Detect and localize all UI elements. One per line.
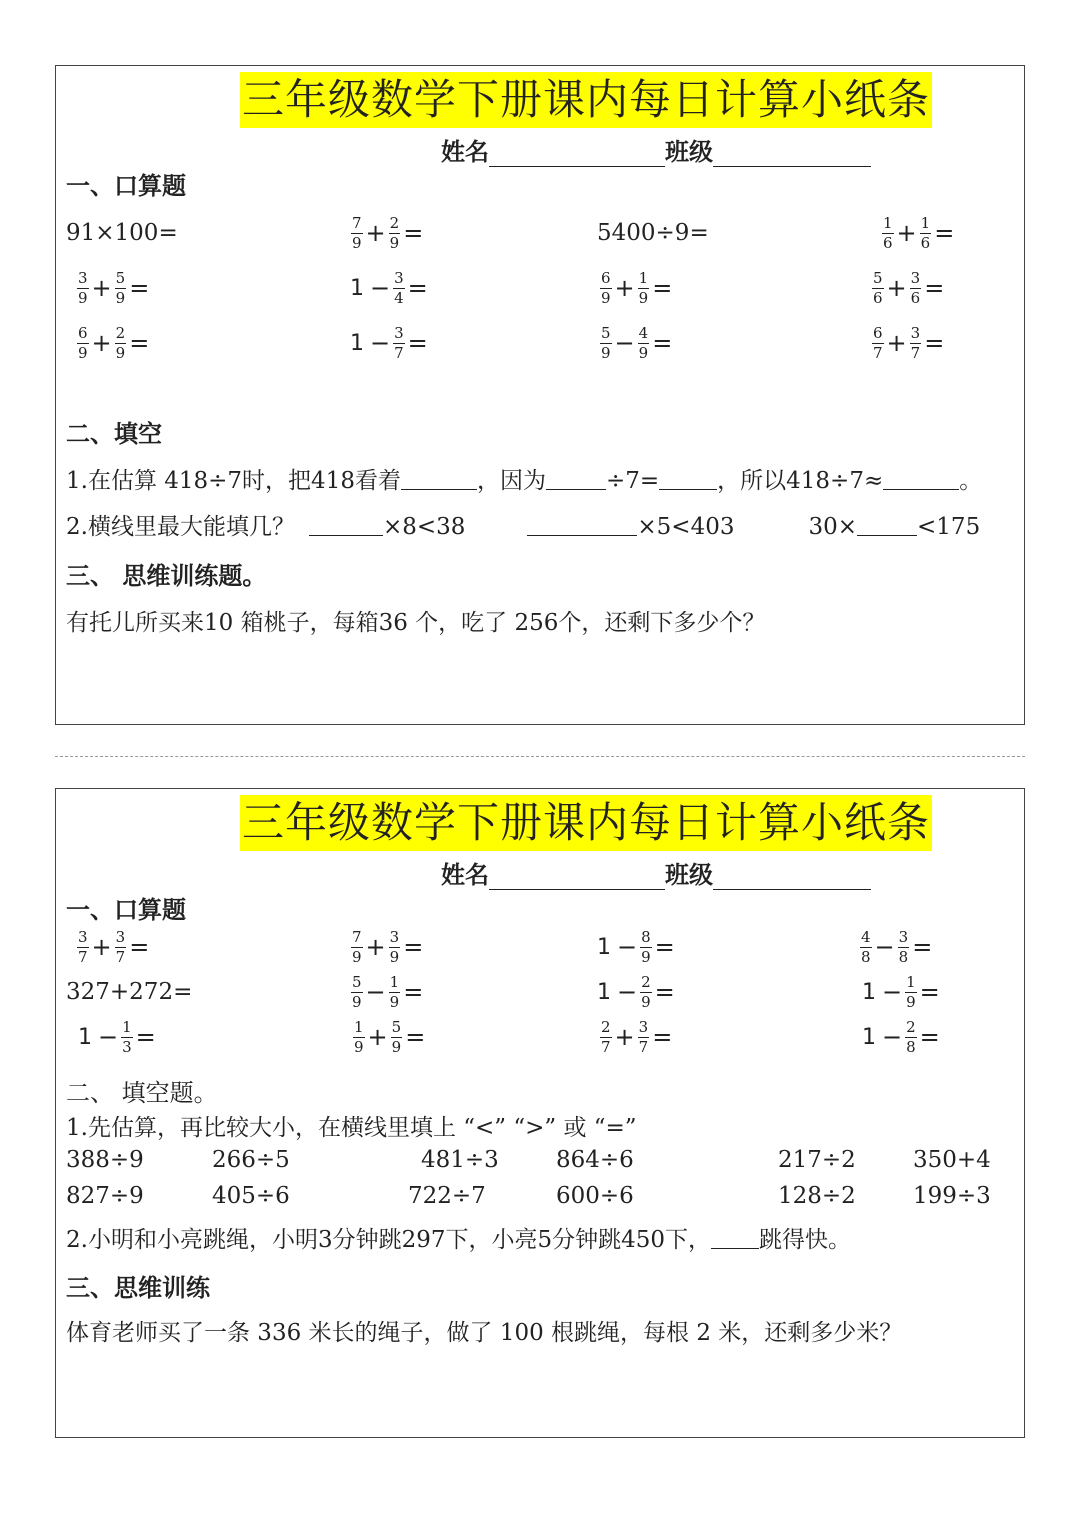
expr-item: 1 − $\frac{1}{9}$ = xyxy=(862,972,940,1011)
answer-blank[interactable] xyxy=(883,469,959,490)
expr-item: $\frac{7}{9}$ + $\frac{3}{9}$ = xyxy=(352,927,424,966)
expr-item: $\frac{3}{9}$ + $\frac{5}{9}$ = xyxy=(78,268,150,307)
fraction: $\frac{3}{8}$ xyxy=(898,927,909,966)
answer-blank[interactable] xyxy=(527,515,637,536)
expr-item: $\frac{4}{8}$ − $\frac{3}{8}$ = xyxy=(861,927,933,966)
fraction: $\frac{1}{6}$ xyxy=(883,213,893,252)
worksheet-title: 三年级数学下册课内每日计算小纸条 xyxy=(240,795,932,851)
answer-blank[interactable] xyxy=(401,469,477,490)
expr-item: $\frac{5}{6}$ + $\frac{3}{6}$ = xyxy=(873,268,945,307)
fraction: $\frac{1}{9}$ xyxy=(354,1017,364,1056)
fraction: $\frac{1}{3}$ xyxy=(122,1017,132,1056)
fraction: $\frac{6}{9}$ xyxy=(601,268,611,307)
expr-item: $\frac{2}{7}$ + $\frac{3}{7}$ = xyxy=(601,1017,673,1056)
answer-blank[interactable] xyxy=(857,515,917,536)
fraction: $\frac{2}{9}$ xyxy=(389,213,400,252)
fraction: $\frac{6}{9}$ xyxy=(78,323,88,362)
class-label: 班级 xyxy=(665,860,713,889)
compare-item: 864÷6 xyxy=(556,1147,634,1173)
answer-blank[interactable] xyxy=(659,469,717,490)
answer-blank[interactable] xyxy=(546,469,606,490)
word-problem: 有托儿所买来10 箱桃子，每箱36 个，吃了 256个，还剩下多少个？ xyxy=(66,610,766,636)
name-class-row xyxy=(441,132,871,167)
expr-item xyxy=(66,209,178,257)
fraction: $\frac{3}{9}$ xyxy=(78,268,88,307)
compare-item: 405÷6 xyxy=(212,1183,290,1209)
fraction: $\frac{2}{9}$ xyxy=(641,972,651,1011)
fraction: $\frac{2}{7}$ xyxy=(601,1017,611,1056)
compare-item: 600÷6 xyxy=(556,1183,634,1209)
compare-item: 481÷3 xyxy=(421,1147,499,1173)
expr-text: 327+272= xyxy=(66,979,193,1005)
fraction: $\frac{5}{9}$ xyxy=(391,1017,402,1056)
name-class-row xyxy=(441,855,871,890)
fraction: $\frac{2}{9}$ xyxy=(115,323,126,362)
fraction: $\frac{1}{6}$ xyxy=(920,213,931,252)
name-blank[interactable] xyxy=(489,144,665,167)
jump-rope-line: 2.小明和小亮跳绳，小明3分钟跳297下，小亮5分钟跳450下， 跳得快。 xyxy=(66,1227,852,1253)
compare-item: 827÷9 xyxy=(66,1183,144,1209)
expr-item xyxy=(597,209,709,257)
fraction: $\frac{1}{9}$ xyxy=(906,972,916,1011)
expr-item: $\frac{3}{7}$ + $\frac{3}{7}$ = xyxy=(78,927,150,966)
fraction: $\frac{1}{9}$ xyxy=(638,268,649,307)
section-title-oral: 一、口算题 xyxy=(66,895,186,924)
fraction: $\frac{7}{9}$ xyxy=(352,927,362,966)
name-blank[interactable] xyxy=(489,867,665,890)
expr-item: 1 − $\frac{2}{9}$ = xyxy=(597,972,675,1011)
fraction: $\frac{2}{8}$ xyxy=(906,1017,916,1056)
fraction: $\frac{7}{9}$ xyxy=(352,213,362,252)
worksheet-title: 三年级数学下册课内每日计算小纸条 xyxy=(240,72,932,128)
name-label: 姓名 xyxy=(441,860,489,889)
expr-item: $\frac{6}{9}$ + $\frac{1}{9}$ = xyxy=(601,268,673,307)
expr-item: 1 − $\frac{1}{3}$ = xyxy=(78,1017,156,1056)
class-blank[interactable] xyxy=(713,144,871,167)
fraction: $\frac{3}{9}$ xyxy=(389,927,400,966)
compare-item: 128÷2 xyxy=(778,1183,856,1209)
section-title-fill: 二、填空 xyxy=(66,419,162,448)
section-title-thinking: 三、思维训练 xyxy=(66,1273,210,1302)
fraction: $\frac{5}{6}$ xyxy=(873,268,883,307)
fraction: $\frac{3}{7}$ xyxy=(638,1017,649,1056)
fill-line-1: 1.在估算 418÷7时，把418看着 ，因为 ÷7= ，所以418÷7≈ 。 xyxy=(66,468,983,494)
expr-item xyxy=(66,968,192,1016)
section-title-fill: 二、 填空题。 xyxy=(66,1079,218,1107)
compare-item: 266÷5 xyxy=(212,1147,290,1173)
expr-item: $\frac{1}{6}$ + $\frac{1}{6}$ = xyxy=(883,213,955,252)
fraction: $\frac{3}{4}$ xyxy=(394,268,404,307)
expr-item: 1 − $\frac{8}{9}$ = xyxy=(597,927,675,966)
class-label: 班级 xyxy=(665,137,713,166)
fill-line-2: 2.横线里最大能填几？ ×8<38 ×5<403 30× <175 xyxy=(66,514,981,540)
answer-blank[interactable] xyxy=(309,515,383,536)
expr-item: $\frac{5}{9}$ − $\frac{4}{9}$ = xyxy=(601,323,673,362)
fraction: $\frac{5}{9}$ xyxy=(352,972,362,1011)
fraction: $\frac{3}{7}$ xyxy=(78,927,88,966)
answer-blank[interactable] xyxy=(711,1228,759,1249)
expr-item: $\frac{6}{9}$ + $\frac{2}{9}$ = xyxy=(78,323,150,362)
fraction: $\frac{4}{8}$ xyxy=(861,927,871,966)
section-title-thinking: 三、 思维训练题。 xyxy=(66,561,267,590)
fraction: $\frac{4}{9}$ xyxy=(638,323,649,362)
expr-text: 91×100= xyxy=(66,220,178,246)
compare-item: 199÷3 xyxy=(913,1183,991,1209)
compare-intro: 1.先估算，再比较大小，在横线里填上 “<” “>” 或 “=” xyxy=(66,1115,637,1141)
expr-item: 1 − $\frac{3}{4}$ = xyxy=(350,268,428,307)
fraction: $\frac{6}{7}$ xyxy=(873,323,883,362)
cut-line xyxy=(55,756,1025,757)
expr-item: 1 − $\frac{3}{7}$ = xyxy=(350,323,428,362)
compare-item: 388÷9 xyxy=(66,1147,144,1173)
fraction: $\frac{5}{9}$ xyxy=(115,268,126,307)
expr-item: $\frac{5}{9}$ − $\frac{1}{9}$ = xyxy=(352,972,424,1011)
expr-item: $\frac{6}{7}$ + $\frac{3}{7}$ = xyxy=(873,323,945,362)
worksheet-card-1 xyxy=(55,65,1025,725)
expr-item: $\frac{7}{9}$ + $\frac{2}{9}$ = xyxy=(352,213,424,252)
fraction: $\frac{1}{9}$ xyxy=(389,972,400,1011)
fraction: $\frac{3}{6}$ xyxy=(910,268,921,307)
compare-item: 350+4 xyxy=(913,1147,991,1173)
compare-item: 217÷2 xyxy=(778,1147,856,1173)
fraction: $\frac{3}{7}$ xyxy=(910,323,921,362)
fraction: $\frac{3}{7}$ xyxy=(394,323,404,362)
section-title-oral: 一、口算题 xyxy=(66,171,186,200)
word-problem: 体育老师买了一条 336 米长的绳子，做了 100 根跳绳，每根 2 米，还剩多少米？ xyxy=(66,1320,903,1346)
fraction: $\frac{8}{9}$ xyxy=(641,927,651,966)
expr-text: 5400÷9= xyxy=(597,220,709,246)
class-blank[interactable] xyxy=(713,867,871,890)
compare-item: 722÷7 xyxy=(408,1183,486,1209)
expr-item: 1 − $\frac{2}{8}$ = xyxy=(862,1017,940,1056)
name-label: 姓名 xyxy=(441,137,489,166)
expr-item: $\frac{1}{9}$ + $\frac{5}{9}$ = xyxy=(354,1017,426,1056)
fraction: $\frac{3}{7}$ xyxy=(115,927,126,966)
fraction: $\frac{5}{9}$ xyxy=(601,323,611,362)
worksheet-card-2 xyxy=(55,788,1025,1438)
